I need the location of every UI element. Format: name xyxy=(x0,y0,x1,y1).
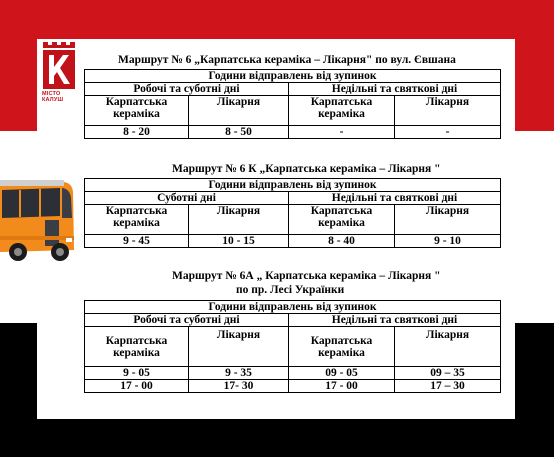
route2-group-right: Недільні та святкові дні xyxy=(289,192,501,205)
route2-stop-a-left: Карпатська кераміка xyxy=(85,205,189,235)
route1-stop-b-left: Лікарня xyxy=(189,96,289,126)
route2-stop-b-right: Лікарня xyxy=(395,205,501,235)
route3-stop-a-left: Карпатська кераміка xyxy=(85,327,189,367)
route1-group-left: Робочі та суботні дні xyxy=(85,83,289,96)
route3-cell: 9 - 05 xyxy=(85,367,189,380)
route3-group-right: Недільні та святкові дні xyxy=(289,314,501,327)
route1-cell: - xyxy=(289,126,395,139)
route2-cell: 10 - 15 xyxy=(189,235,289,248)
route1-cell: 8 - 20 xyxy=(85,126,189,139)
route2-group-left: Суботні дні xyxy=(85,192,289,205)
route1-table xyxy=(84,69,501,139)
route3-title: Маршрут № 6А „ Карпатська кераміка – Лікарня " xyxy=(172,270,441,282)
route1-stop-a-right: Карпатська кераміка xyxy=(289,96,395,126)
route3-stop-a-right: Карпатська кераміка xyxy=(289,327,395,367)
route1-group-right: Недільні та святкові дні xyxy=(289,83,501,96)
logo-caption-line1: МІСТО xyxy=(42,91,61,97)
route1-header: Години відправлень від зупинок xyxy=(85,70,501,83)
route1-stop-a-left: Карпатська кераміка xyxy=(85,96,189,126)
route3-stop-b-left: Лікарня xyxy=(189,327,289,367)
route3-stop-b-right: Лікарня xyxy=(395,327,501,367)
route3-cell: 09 – 35 xyxy=(395,367,501,380)
logo-caption-line2: КАЛУШ xyxy=(42,97,64,103)
route3-subtitle: по пр. Лесі Українки xyxy=(236,284,345,296)
route3-cell: 17 – 30 xyxy=(395,380,501,393)
route3-table xyxy=(84,300,501,393)
route3-cell: 17- 30 xyxy=(189,380,289,393)
route3-cell: 17 - 00 xyxy=(85,380,189,393)
route2-cell: 9 - 10 xyxy=(395,235,501,248)
logo-caption xyxy=(42,91,78,103)
route2-header: Години відправлень від зупинок xyxy=(85,179,501,192)
route3-cell: 17 - 00 xyxy=(289,380,395,393)
route2-cell: 8 - 40 xyxy=(289,235,395,248)
route1-title: Маршрут № 6 „Карпатська кераміка – Лікарня" по вул. Євшана xyxy=(118,54,456,66)
route2-cell: 9 - 45 xyxy=(85,235,189,248)
route3-cell: 9 - 35 xyxy=(189,367,289,380)
route2-table xyxy=(84,178,501,248)
bus-icon xyxy=(0,176,76,266)
route2-title: Маршрут № 6 К „Карпатська кераміка – Лікарня " xyxy=(172,163,441,175)
route2-stop-a-right: Карпатська кераміка xyxy=(289,205,395,235)
route3-group-left: Робочі та суботні дні xyxy=(85,314,289,327)
route3-cell: 09 - 05 xyxy=(289,367,395,380)
route1-cell: 8 - 50 xyxy=(189,126,289,139)
route1-cell: - xyxy=(395,126,501,139)
route3-header: Години відправлень від зупинок xyxy=(85,301,501,314)
route2-stop-b-left: Лікарня xyxy=(189,205,289,235)
route1-stop-b-right: Лікарня xyxy=(395,96,501,126)
